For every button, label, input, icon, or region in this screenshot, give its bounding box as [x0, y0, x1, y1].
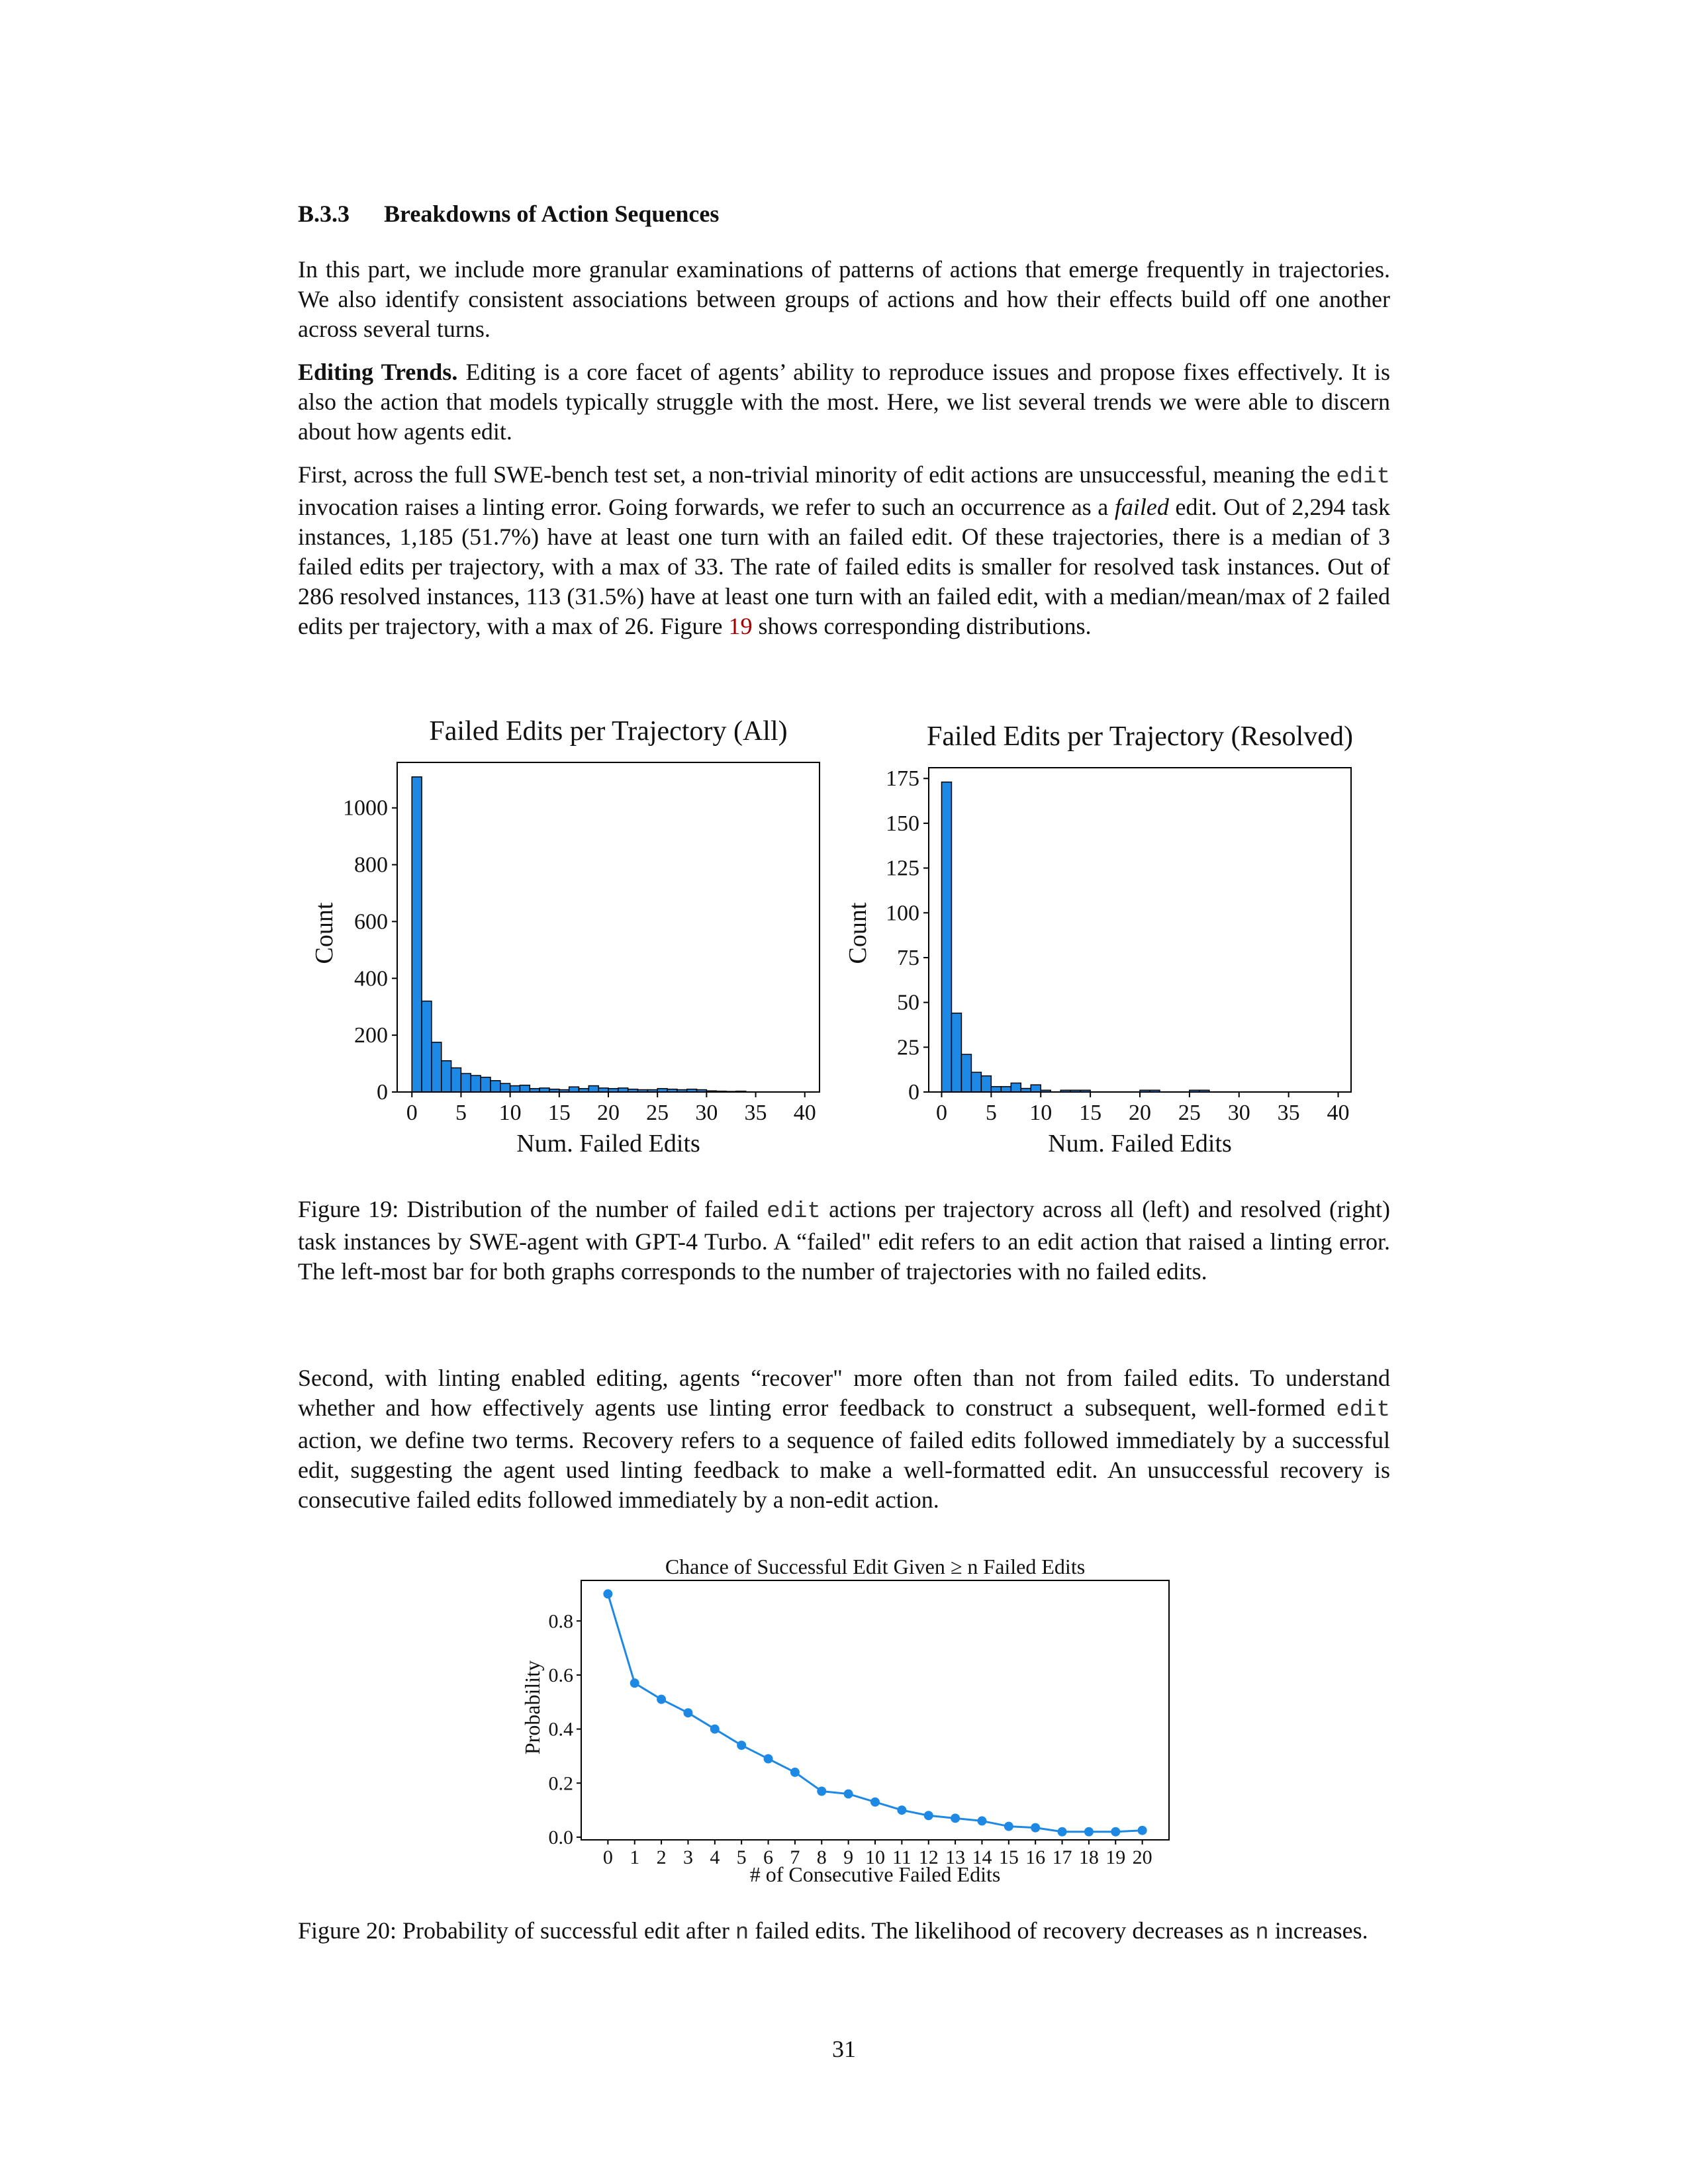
x-tick-label: 25: [646, 1101, 669, 1125]
data-point: [977, 1816, 986, 1825]
histogram-bar: [510, 1086, 520, 1092]
histogram-bar: [588, 1086, 598, 1092]
x-tick-label: 15: [998, 1846, 1019, 1868]
histogram-bar: [412, 777, 422, 1092]
y-tick-label: 1000: [343, 796, 388, 821]
x-tick-label: 0: [935, 1101, 947, 1125]
text-run: shows corresponding distributions.: [752, 613, 1092, 639]
y-tick-label: 150: [886, 811, 919, 836]
y-axis-label: Probability: [520, 1660, 544, 1755]
data-point: [951, 1813, 960, 1823]
x-tick-label: 10: [865, 1846, 885, 1868]
line-segment: [608, 1594, 634, 1683]
data-point: [1111, 1827, 1120, 1837]
x-tick-label: 9: [843, 1846, 854, 1868]
data-point: [870, 1797, 880, 1807]
x-tick-label: 15: [547, 1101, 571, 1125]
histogram-bar: [981, 1076, 991, 1092]
y-tick-label: 0: [908, 1080, 919, 1105]
text-run: increases.: [1268, 1917, 1368, 1944]
chart-failed-edits-resolved: [844, 721, 1353, 1158]
histogram-bar: [961, 1054, 971, 1092]
histogram-bar: [569, 1087, 579, 1092]
text-run: Second, with linting enabled editing, agents “recover" more often than not from failed edits. To understand whether and how effectively agents use linting error feedback to construct a subsequent, well-formed: [298, 1365, 1390, 1421]
data-point: [603, 1589, 612, 1598]
data-point: [683, 1708, 692, 1717]
chart-failed-edits-all: [310, 716, 820, 1158]
x-tick-label: 10: [498, 1101, 522, 1125]
x-axis-label: # of Consecutive Failed Edits: [749, 1862, 1001, 1886]
histogram-bar: [951, 1013, 961, 1092]
chart-title: Failed Edits per Trajectory (Resolved): [927, 721, 1353, 752]
section-heading: [298, 200, 719, 228]
data-point: [1084, 1827, 1094, 1837]
chart-title: Failed Edits per Trajectory (All): [429, 716, 788, 747]
data-point: [737, 1741, 746, 1750]
y-tick-label: 50: [897, 990, 919, 1015]
y-axis-label: Count: [844, 902, 872, 964]
figure-20-caption: [298, 1916, 1390, 1948]
y-tick-label: 25: [897, 1035, 919, 1060]
data-point: [1004, 1822, 1013, 1831]
text-run: invocation raises a linting error. Going forwards, we refer to such an occurrence as a: [298, 494, 1115, 520]
line-segment: [635, 1683, 661, 1700]
x-tick-label: 18: [1078, 1846, 1099, 1868]
y-tick-label: 800: [354, 852, 388, 878]
editing-trends-lead: Editing Trends.: [298, 359, 458, 385]
x-tick-label: 20: [1132, 1846, 1152, 1868]
histogram-bar: [520, 1085, 530, 1092]
data-point: [630, 1678, 639, 1688]
inline-code: edit: [1336, 1398, 1390, 1423]
page-number: 31: [832, 2036, 856, 2062]
data-point: [657, 1695, 666, 1704]
x-tick-label: 40: [1327, 1101, 1350, 1125]
data-point: [764, 1754, 773, 1764]
histogram-bar: [461, 1073, 471, 1092]
y-tick-label: 0.0: [548, 1826, 573, 1848]
figure-19-caption: [298, 1195, 1390, 1287]
data-point: [897, 1805, 906, 1815]
x-tick-label: 3: [682, 1846, 693, 1868]
editing-trends-body: Editing is a core facet of agents’ ability to reproduce issues and propose fixes effectively. It is also the action that models typically struggle with the most. Here, we list several trends we were able to discern about how agents edit.: [298, 359, 1390, 445]
y-tick-label: 125: [886, 856, 919, 881]
line-segment: [795, 1772, 821, 1792]
y-tick-label: 0.4: [548, 1718, 573, 1741]
data-point: [790, 1768, 800, 1777]
x-tick-label: 7: [790, 1846, 800, 1868]
histogram-bar: [481, 1077, 491, 1092]
text-run: edit. Out of 2,294 task instances, 1,185 (51.7%) have at least one turn with an failed edit. Of these trajectories, there is a median of 3 failed edits per trajectory, with a max of 33. The rate of failed edits is smaller for resolved task instances. Out of 286 resolved instances, 113 (31.5%) have at least one turn with an failed edit, with a median/mean/max of 2 failed edits per trajectory, with a max of 26. Figure: [298, 494, 1390, 639]
section-title: Breakdowns of Action Sequences: [384, 201, 720, 227]
y-tick-label: 0.6: [548, 1664, 573, 1686]
y-tick-label: 0.2: [548, 1772, 573, 1795]
x-tick-label: 16: [1025, 1846, 1046, 1868]
emphasis: failed: [1114, 494, 1169, 520]
section-number: B.3.3: [298, 201, 350, 227]
x-tick-label: 20: [597, 1101, 620, 1125]
x-tick-label: 12: [918, 1846, 939, 1868]
histogram-bar: [451, 1068, 461, 1092]
x-tick-label: 30: [695, 1101, 718, 1125]
data-point: [1031, 1823, 1040, 1833]
y-tick-label: 0: [377, 1080, 388, 1105]
x-tick-label: 35: [744, 1101, 767, 1125]
x-tick-label: 2: [656, 1846, 667, 1868]
figure-19-charts: [291, 715, 1390, 1165]
y-tick-label: 0.8: [548, 1610, 573, 1633]
histogram-bar: [1011, 1083, 1021, 1092]
paragraph-editing-trends: [298, 357, 1390, 447]
x-tick-label: 5: [455, 1101, 467, 1125]
inline-code: edit: [767, 1199, 821, 1224]
data-point: [710, 1725, 720, 1734]
x-tick-label: 10: [1029, 1101, 1053, 1125]
plot-frame: [397, 762, 820, 1092]
plot-frame: [929, 768, 1351, 1092]
x-tick-label: 6: [763, 1846, 774, 1868]
y-tick-label: 100: [886, 901, 919, 926]
y-axis-label: Count: [310, 902, 338, 964]
histogram-bar: [422, 1001, 432, 1092]
text-run: actions per trajectory across all (left) and resolved (right) task instances by SWE-agent with GPT-4 Turbo. A “failed" edit refers to an edit action that raised a linting error. The left-most bar for both graphs corresponds to the number of trajectories with no failed edits.: [298, 1196, 1390, 1285]
histogram-bar: [491, 1081, 500, 1092]
x-tick-label: 11: [892, 1846, 912, 1868]
x-tick-label: 1: [630, 1846, 640, 1868]
histogram-bar: [991, 1087, 1001, 1092]
paragraph-recovery: [298, 1363, 1390, 1515]
paragraph-failed-edits: [298, 460, 1390, 641]
x-tick-label: 8: [816, 1846, 827, 1868]
histogram-bar: [442, 1061, 451, 1092]
line-segment: [688, 1713, 714, 1729]
paragraph-intro: In this part, we include more granular examinations of patterns of actions that emerge frequently in trajectories. We also identify consistent associations between groups of actions and how their effects build off one another across several turns.: [298, 256, 1390, 342]
data-point: [844, 1790, 853, 1799]
x-tick-label: 15: [1079, 1101, 1102, 1125]
data-point: [924, 1811, 933, 1820]
figure-ref-link[interactable]: 19: [728, 613, 753, 639]
chart-title: Chance of Successful Edit Given ≥ n Failed Edits: [665, 1555, 1086, 1578]
y-tick-label: 400: [354, 966, 388, 991]
x-tick-label: 35: [1277, 1101, 1300, 1125]
line-segment: [715, 1729, 741, 1746]
figure-20-chart: [510, 1555, 1178, 1899]
text-run: First, across the full SWE-bench test set, a non-trivial minority of edit actions are unsuccessful, meaning the: [298, 461, 1336, 488]
inline-code: n: [1255, 1921, 1269, 1946]
x-tick-label: 19: [1105, 1846, 1126, 1868]
text-run: action, we define two terms. Recovery refers to a sequence of failed edits followed immediately by a successful edit, suggesting the agent used linting feedback to make a well-formatted edit. An unsuccessful recovery is consecutive failed edits followed immediately by a non-edit action.: [298, 1427, 1390, 1513]
histogram-bar: [1001, 1087, 1011, 1092]
histogram-bar: [471, 1075, 481, 1092]
histogram-bar: [941, 782, 951, 1092]
inline-code: edit: [1336, 465, 1390, 490]
inline-code: n: [735, 1921, 749, 1946]
x-tick-label: 30: [1227, 1101, 1250, 1125]
histogram-bar: [500, 1083, 510, 1092]
histogram-bar: [1031, 1085, 1041, 1092]
y-tick-label: 600: [354, 909, 388, 934]
text-run: failed edits. The likelihood of recovery decreases as: [749, 1917, 1256, 1944]
y-tick-label: 75: [897, 945, 919, 970]
data-point: [1138, 1826, 1147, 1835]
chart-successful-edit-probability: [520, 1555, 1169, 1886]
text-run: Figure 19: Distribution of the number of failed: [298, 1196, 767, 1222]
x-axis-label: Num. Failed Edits: [516, 1130, 700, 1158]
x-tick-label: 5: [736, 1846, 747, 1868]
x-axis-label: Num. Failed Edits: [1048, 1130, 1232, 1158]
x-tick-label: 14: [972, 1846, 992, 1868]
x-tick-label: 4: [710, 1846, 720, 1868]
x-tick-label: 0: [406, 1101, 418, 1125]
x-tick-label: 40: [793, 1101, 816, 1125]
x-tick-label: 13: [945, 1846, 966, 1868]
x-tick-label: 25: [1178, 1101, 1201, 1125]
x-tick-label: 0: [602, 1846, 613, 1868]
y-tick-label: 200: [354, 1023, 388, 1048]
text-run: Figure 20: Probability of successful edit after: [298, 1917, 735, 1944]
data-point: [1058, 1827, 1067, 1837]
histogram-bar: [971, 1072, 981, 1092]
x-tick-label: 5: [985, 1101, 997, 1125]
data-point: [817, 1787, 826, 1796]
histogram-bar: [432, 1042, 442, 1092]
x-tick-label: 17: [1052, 1846, 1072, 1868]
y-tick-label: 175: [886, 766, 919, 792]
x-tick-label: 20: [1129, 1101, 1151, 1125]
